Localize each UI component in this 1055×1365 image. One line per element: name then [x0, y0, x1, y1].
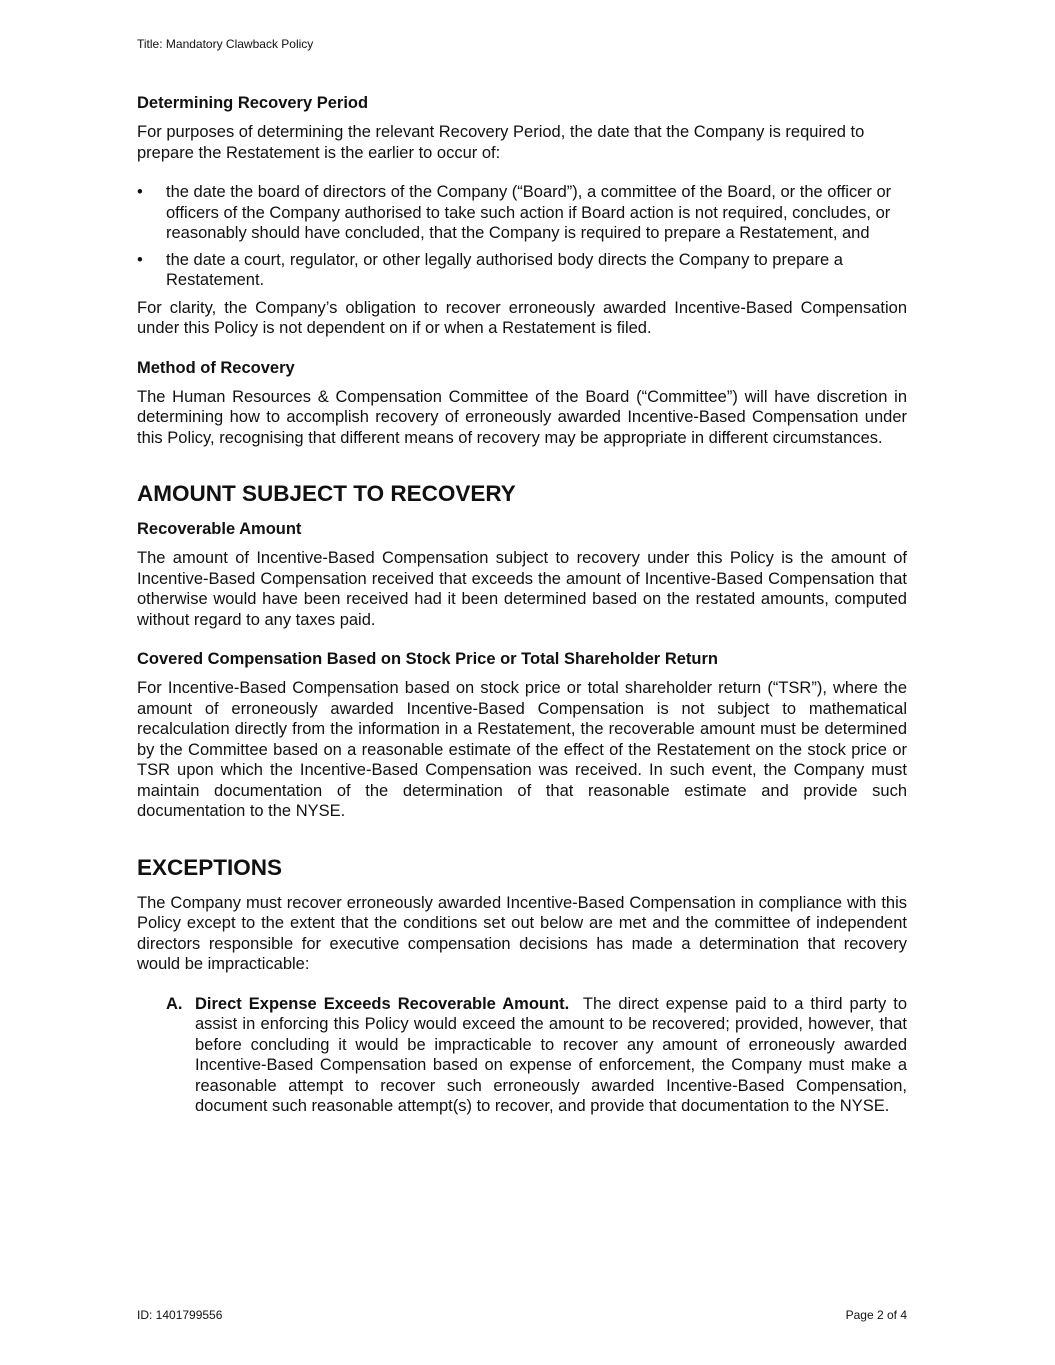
- paragraph-recoverable-amount: The amount of Incentive-Based Compensation subject to recovery under this Policy is the amount of Incentive-Based Compensation received that exceeds the amount of Incentive-Based Compensation that otherwise would have been received had it been determined based on the restated amounts, computed without regard to any taxes paid.: [137, 549, 907, 629]
- heading-covered-compensation: Covered Compensation Based on Stock Price or Total Shareholder Return: [137, 650, 718, 668]
- footer-page-number: Page 2 of 4: [845, 1308, 907, 1322]
- exception-title: Direct Expense Exceeds Recoverable Amount.: [195, 994, 570, 1013]
- heading-method-of-recovery: Method of Recovery: [137, 358, 295, 377]
- heading-determining-recovery-period: Determining Recovery Period: [137, 94, 369, 112]
- exception-item-a: [137, 994, 907, 1117]
- list-item-text: the date the board of directors of the Company (“Board”), a committee of the Board, or the officer or officers of the Company authorised to take such action if Board action is not required, concludes, or reasonably should have concluded, that the Company is required to prepare a Restatement, and: [166, 183, 892, 242]
- document-body: [137, 93, 907, 1117]
- heading-recoverable-amount: Recoverable Amount: [137, 520, 302, 538]
- list-item: [137, 182, 907, 244]
- list-item: [137, 250, 907, 291]
- paragraph-exceptions-intro: The Company must recover erroneously awarded Incentive-Based Compensation in compliance with this Policy except to the extent that the conditions set out below are met and the committee of independent directors responsible for executive compensation decisions has made a determination that recovery would be impracticable:: [137, 893, 907, 973]
- section-heading-amount-subject: AMOUNT SUBJECT TO RECOVERY: [137, 481, 516, 506]
- footer-document-id: ID: 1401799556: [137, 1308, 223, 1322]
- paragraph-covered-compensation: For Incentive-Based Compensation based on stock price or total shareholder return (“TSR”), where the amount of erroneously awarded Incentive-Based Compensation is not subject to mathematical recalculation directly from the information in a Restatement, the recoverable amount must be determined by the Committee based on a reasonable estimate of the effect of the Restatement on the stock price or TSR upon which the Incentive-Based Compensation was received. In such event, the Company must maintain documentation of the determination of that reasonable estimate and provide such documentation to the NYSE.: [137, 679, 907, 820]
- bullet-list-recovery-dates: [137, 182, 907, 291]
- paragraph-recovery-period-intro: For purposes of determining the relevant Recovery Period, the date that the Company is required to prepare the Restatement is the earlier to occur of:: [137, 123, 865, 162]
- exception-text: The direct expense paid to a third party to assist in enforcing this Policy would exceed the amount to be recovered; provided, however, that before concluding it would be impracticable to recover any amount of erroneously awarded Incentive-Based Compensation based on expense of enforcement, the Company must make a reasonable attempt to recover such erroneously awarded Incentive-Based Compensation, document such reasonable attempt(s) to recover, and provide that documentation to the NYSE.: [195, 994, 907, 1115]
- paragraph-clarity: For clarity, the Company’s obligation to recover erroneously awarded Incentive-Based Compensation under this Policy is not dependent on if or when a Restatement is filed.: [137, 298, 907, 337]
- exception-letter: A.: [166, 994, 183, 1013]
- bullet-icon: •: [137, 250, 143, 269]
- bullet-icon: •: [137, 183, 143, 201]
- running-header-title: Title: Mandatory Clawback Policy: [137, 37, 314, 51]
- list-item-text: the date a court, regulator, or other legally authorised body directs the Company to prepare a Restatement.: [166, 250, 843, 289]
- section-heading-exceptions: EXCEPTIONS: [137, 854, 283, 880]
- paragraph-method-of-recovery: The Human Resources & Compensation Committee of the Board (“Committee”) will have discretion in determining how to accomplish recovery of erroneously awarded Incentive-Based Compensation under this Policy, recognising that different means of recovery may be appropriate in different circumstances.: [137, 387, 907, 447]
